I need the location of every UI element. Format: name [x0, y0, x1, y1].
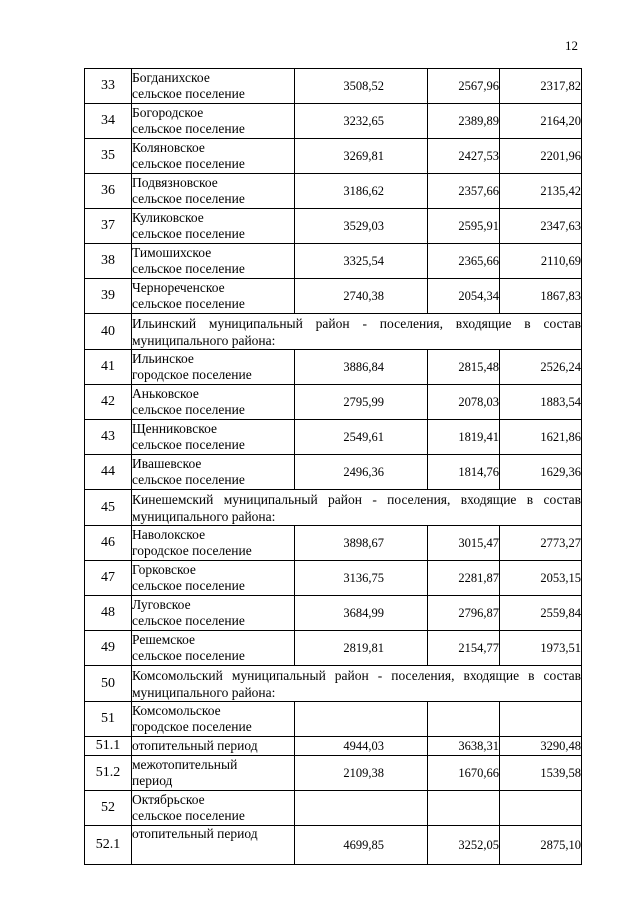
value-cell: 2549,61 — [295, 420, 428, 455]
value-cell: 2427,53 — [428, 139, 500, 174]
settlement-name-line: сельское поселение — [132, 86, 245, 101]
value-cell: 2773,27 — [500, 526, 582, 561]
value-cell: 3508,52 — [295, 69, 428, 104]
settlement-name — [132, 791, 295, 826]
settlement-name — [132, 455, 295, 490]
settlement-name — [132, 244, 295, 279]
value-cell: 1670,66 — [428, 756, 500, 791]
table-row — [85, 279, 582, 314]
settlement-name-line: Коляновское — [132, 140, 205, 155]
value-cell: 1819,41 — [428, 420, 500, 455]
table-row — [85, 826, 582, 865]
value-cell: 3136,75 — [295, 561, 428, 596]
row-number: 46 — [85, 526, 132, 561]
table-row — [85, 455, 582, 490]
settlement-name — [132, 631, 295, 666]
settlement-name-line: городское поселение — [132, 367, 252, 382]
value-cell: 1539,58 — [500, 756, 582, 791]
table-row — [85, 666, 582, 702]
settlement-name — [132, 756, 295, 791]
value-cell — [500, 791, 582, 826]
settlement-name — [132, 69, 295, 104]
value-cell: 2053,15 — [500, 561, 582, 596]
table-row — [85, 420, 582, 455]
row-number: 48 — [85, 596, 132, 631]
value-cell: 2078,03 — [428, 385, 500, 420]
value-cell: 3015,47 — [428, 526, 500, 561]
value-cell: 1973,51 — [500, 631, 582, 666]
row-number: 50 — [85, 666, 132, 702]
settlement-name-line: сельское поселение — [132, 472, 245, 487]
value-cell: 3325,54 — [295, 244, 428, 279]
table-row — [85, 209, 582, 244]
settlement-name — [132, 702, 295, 737]
tariff-table — [84, 68, 582, 865]
value-cell — [500, 702, 582, 737]
settlement-name-line: межотопительный — [132, 757, 238, 772]
value-cell: 1621,86 — [500, 420, 582, 455]
row-number: 49 — [85, 631, 132, 666]
settlement-name — [132, 737, 295, 756]
settlement-name-line: Богородское — [132, 105, 204, 120]
table-row — [85, 385, 582, 420]
row-number: 35 — [85, 139, 132, 174]
settlement-name-line: отопительный период — [132, 738, 258, 753]
value-cell: 2795,99 — [295, 385, 428, 420]
row-number: 45 — [85, 490, 132, 526]
table-row — [85, 69, 582, 104]
value-cell — [428, 791, 500, 826]
value-cell: 4944,03 — [295, 737, 428, 756]
row-number: 42 — [85, 385, 132, 420]
settlement-name-line: Щенниковское — [132, 421, 217, 436]
value-cell: 2135,42 — [500, 174, 582, 209]
value-cell: 2357,66 — [428, 174, 500, 209]
value-cell — [295, 702, 428, 737]
table-row — [85, 139, 582, 174]
settlement-name-line: сельское поселение — [132, 226, 245, 241]
value-cell: 2815,48 — [428, 350, 500, 385]
value-cell: 2154,77 — [428, 631, 500, 666]
row-number: 44 — [85, 455, 132, 490]
table-row — [85, 526, 582, 561]
district-heading: Ильинский муниципальный район - поселения, входящие в состав муниципального района: — [132, 315, 581, 348]
settlement-name-line: Октябрьское — [132, 792, 205, 807]
value-cell: 3684,99 — [295, 596, 428, 631]
settlement-name-line: сельское поселение — [132, 402, 245, 417]
value-cell: 3529,03 — [295, 209, 428, 244]
value-cell: 2496,36 — [295, 455, 428, 490]
settlement-name-line: Чернореченское — [132, 280, 225, 295]
settlement-name-line: сельское поселение — [132, 261, 245, 276]
settlement-name-line: сельское поселение — [132, 121, 245, 136]
settlement-name-line: период — [132, 773, 173, 788]
row-number: 51 — [85, 702, 132, 737]
value-cell: 3232,65 — [295, 104, 428, 139]
value-cell: 2875,10 — [500, 826, 582, 865]
value-cell: 3269,81 — [295, 139, 428, 174]
row-number: 52 — [85, 791, 132, 826]
settlement-name — [132, 526, 295, 561]
value-cell: 1867,83 — [500, 279, 582, 314]
district-heading: Кинешемский муниципальный район - поселения, входящие в состав муниципального района: — [132, 491, 581, 524]
settlement-name-line: сельское поселение — [132, 613, 245, 628]
value-cell — [428, 702, 500, 737]
value-cell: 2567,96 — [428, 69, 500, 104]
settlement-name-line: сельское поселение — [132, 648, 245, 663]
settlement-name-line: сельское поселение — [132, 156, 245, 171]
value-cell: 2819,81 — [295, 631, 428, 666]
settlement-name-line: Комсомольское — [132, 703, 221, 718]
row-number: 38 — [85, 244, 132, 279]
value-cell: 1883,54 — [500, 385, 582, 420]
value-cell: 3252,05 — [428, 826, 500, 865]
value-cell: 2054,34 — [428, 279, 500, 314]
value-cell: 2164,20 — [500, 104, 582, 139]
row-number: 33 — [85, 69, 132, 104]
value-cell: 3638,31 — [428, 737, 500, 756]
settlement-name — [132, 139, 295, 174]
row-number: 37 — [85, 209, 132, 244]
settlement-name-line: Аньковское — [132, 386, 199, 401]
settlement-name-line: городское поселение — [132, 719, 252, 734]
table-body — [85, 69, 582, 865]
row-number: 52.1 — [85, 826, 132, 865]
settlement-name-line: Решемское — [132, 632, 196, 647]
value-cell: 3886,84 — [295, 350, 428, 385]
settlement-name-line: Куликовское — [132, 210, 204, 225]
row-number: 51.2 — [85, 756, 132, 791]
settlement-name — [132, 561, 295, 596]
row-number: 47 — [85, 561, 132, 596]
settlement-name-line: Тимошихское — [132, 245, 212, 260]
settlement-name — [132, 826, 295, 865]
value-cell: 2389,89 — [428, 104, 500, 139]
value-cell: 1629,36 — [500, 455, 582, 490]
value-cell: 3290,48 — [500, 737, 582, 756]
value-cell: 1814,76 — [428, 455, 500, 490]
settlement-name-line: сельское поселение — [132, 578, 245, 593]
settlement-name — [132, 104, 295, 139]
value-cell: 4699,85 — [295, 826, 428, 865]
settlement-name — [132, 174, 295, 209]
settlement-name-line: Горковское — [132, 562, 196, 577]
value-cell: 2559,84 — [500, 596, 582, 631]
settlement-name-line: Богданихское — [132, 70, 210, 85]
settlement-name — [132, 350, 295, 385]
value-cell: 2317,82 — [500, 69, 582, 104]
table-row — [85, 561, 582, 596]
table-row — [85, 104, 582, 139]
row-number: 39 — [85, 279, 132, 314]
value-cell: 3898,67 — [295, 526, 428, 561]
district-heading: Комсомольский муниципальный район - поселения, входящие в состав муниципального района: — [132, 667, 581, 700]
value-cell: 2347,63 — [500, 209, 582, 244]
table-row — [85, 350, 582, 385]
table-row — [85, 314, 582, 350]
page-number: 12 — [565, 38, 578, 53]
value-cell: 2201,96 — [500, 139, 582, 174]
settlement-name-line: Подвязновское — [132, 175, 218, 190]
settlement-name — [132, 596, 295, 631]
row-number: 36 — [85, 174, 132, 209]
table-row — [85, 244, 582, 279]
value-cell: 2740,38 — [295, 279, 428, 314]
table-row — [85, 791, 582, 826]
value-cell: 3186,62 — [295, 174, 428, 209]
row-number: 41 — [85, 350, 132, 385]
settlement-name — [132, 420, 295, 455]
value-cell: 2109,38 — [295, 756, 428, 791]
settlement-name — [132, 279, 295, 314]
settlement-name-line: Ивашевское — [132, 456, 202, 471]
value-cell: 2110,69 — [500, 244, 582, 279]
table-row — [85, 174, 582, 209]
settlement-name — [132, 209, 295, 244]
settlement-name — [132, 385, 295, 420]
row-number: 43 — [85, 420, 132, 455]
table-row — [85, 631, 582, 666]
settlement-name-line: Луговское — [132, 597, 191, 612]
row-number: 40 — [85, 314, 132, 350]
value-cell — [295, 791, 428, 826]
value-cell: 2281,87 — [428, 561, 500, 596]
value-cell: 2796,87 — [428, 596, 500, 631]
settlement-name-line: сельское поселение — [132, 191, 245, 206]
settlement-name-line: Ильинское — [132, 351, 194, 366]
settlement-name-line: Наволокское — [132, 527, 206, 542]
settlement-name-line: городское поселение — [132, 543, 252, 558]
settlement-name-line: сельское поселение — [132, 437, 245, 452]
table-row — [85, 756, 582, 791]
table-row — [85, 490, 582, 526]
table-row — [85, 737, 582, 756]
settlement-name-line: сельское поселение — [132, 296, 245, 311]
value-cell: 2365,66 — [428, 244, 500, 279]
value-cell: 2526,24 — [500, 350, 582, 385]
value-cell: 2595,91 — [428, 209, 500, 244]
row-number: 34 — [85, 104, 132, 139]
settlement-name-line: сельское поселение — [132, 808, 245, 823]
table-row — [85, 596, 582, 631]
row-number: 51.1 — [85, 737, 132, 756]
table-row — [85, 702, 582, 737]
settlement-name-line: отопительный период — [132, 826, 258, 841]
